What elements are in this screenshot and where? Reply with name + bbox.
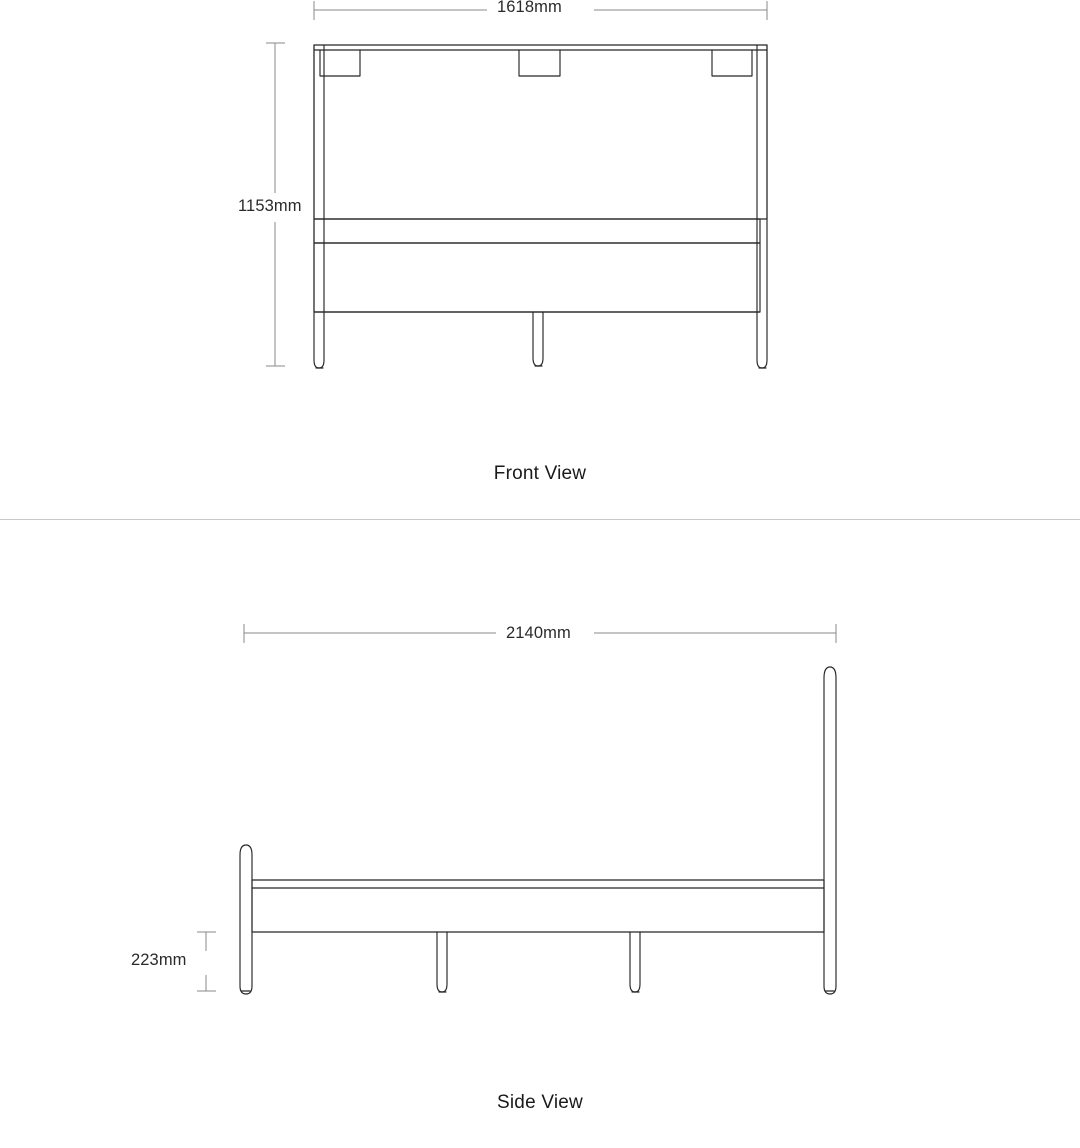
side-bed-outline [240, 667, 836, 994]
side-view-panel [0, 520, 1080, 1148]
side-view-drawing [0, 520, 1080, 1148]
front-height-dimension-label: 1153mm [238, 197, 302, 215]
side-height-dimension-label: 223mm [131, 951, 187, 969]
front-view-caption: Front View [493, 463, 587, 484]
front-view-panel [0, 0, 1080, 519]
front-view-drawing [0, 0, 1080, 519]
front-width-dimension-label: 1618mm [497, 0, 562, 16]
side-width-dimension-label: 2140mm [506, 624, 571, 642]
front-bed-outline [314, 45, 767, 368]
side-height-dimension-line [197, 932, 216, 991]
side-view-caption: Side View [497, 1092, 583, 1113]
